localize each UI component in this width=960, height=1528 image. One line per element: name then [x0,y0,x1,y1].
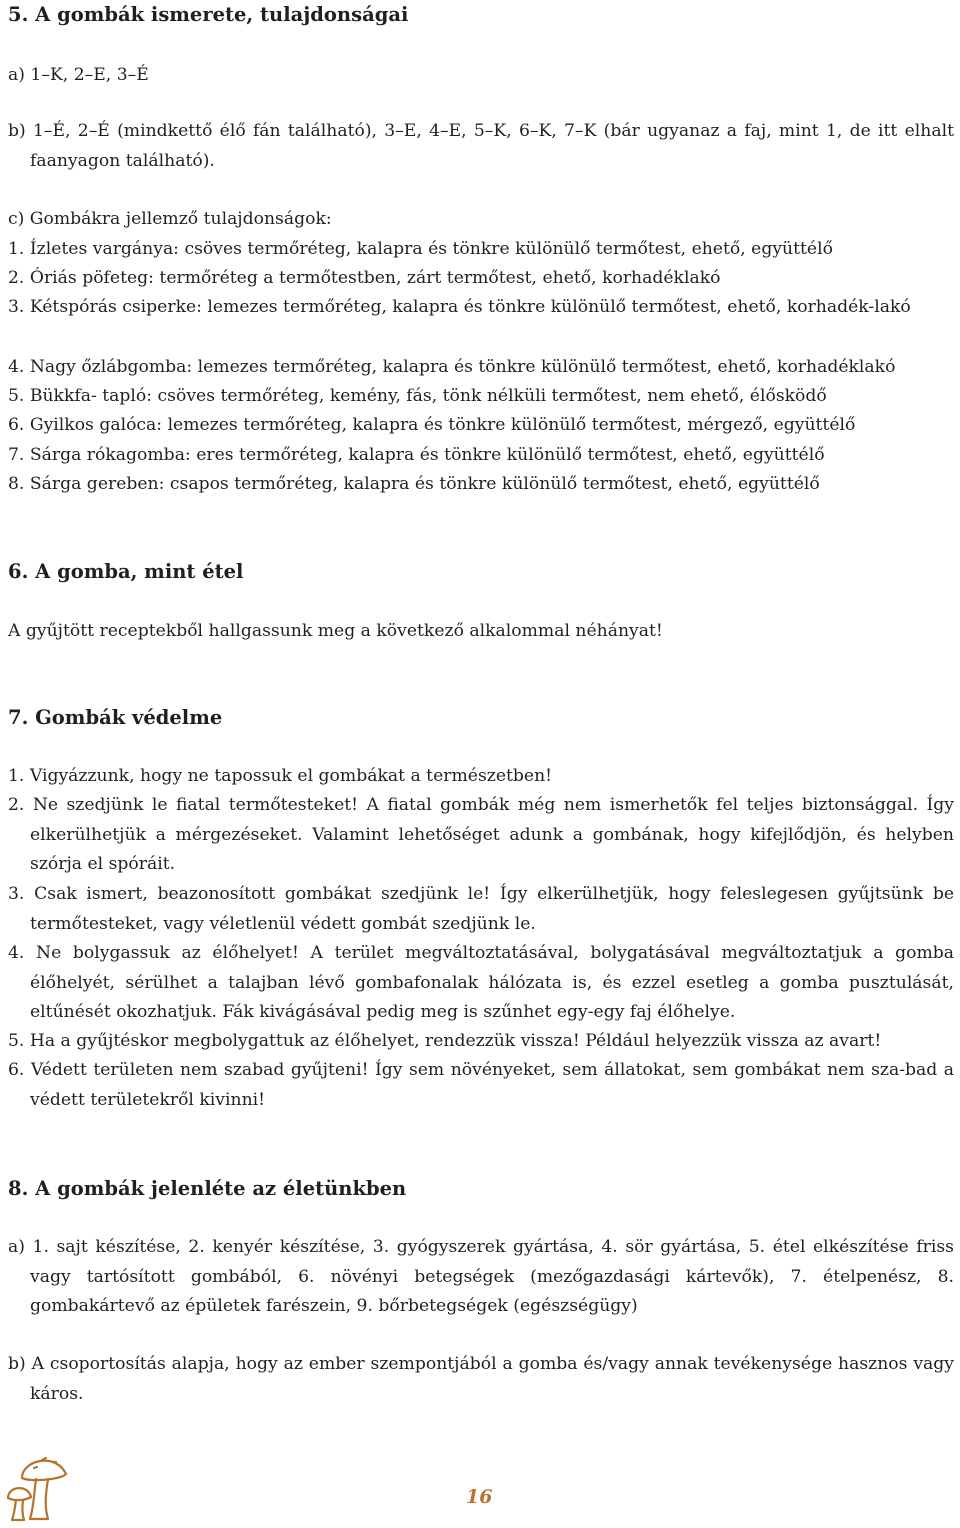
list-item: 1. Vigyázzunk, hogy ne tapossuk el gombákat a természetben! [8,766,553,786]
list-item: 3. Kétspórás csiperke: lemezes termőréteg, kalapra és tönkre különülő termőtest, ehető, korhadék-lakó [8,297,911,317]
section-5-c: c) Gombákra jellemző tulajdonságok: [8,209,332,229]
list-item: 6. Gyilkos galóca: lemezes termőréteg, kalapra és tönkre különülő termőtest, mérgező, együttélő [8,415,856,435]
section-5-b: b) 1–É, 2–É (mindkettő élő fán található), 3–E, 4–E, 5–K, 6–K, 7–K (bár ugyanaz a faj, mint 1, de itt elhalt faanyagon található). [8,121,954,171]
section-5-title: 5. A gombák ismerete, tulajdonságai [8,3,409,26]
section-5-a: a) 1–K, 2–E, 3–É [8,65,149,85]
list-item: 5. Bükkfa- tapló: csöves termőréteg, kemény, fás, tönk nélküli termőtest, nem ehető, élősködő [8,386,827,406]
section-8-b: b) A csoportosítás alapja, hogy az ember szempontjából a gomba és/vagy annak tevékenysége hasznos vagy káros. [8,1354,954,1404]
list-item: 5. Ha a gyűjtéskor megbolygattuk az élőhelyet, rendezzük vissza! Például helyezzük vissza az avart! [8,1031,882,1051]
list-item: 1. Ízletes vargánya: csöves termőréteg, kalapra és tönkre különülő termőtest, ehető, együttélő [8,239,833,259]
list-item: 7. Sárga rókagomba: eres termőréteg, kalapra és tönkre különülő termőtest, ehető, együttélő [8,445,825,465]
section-7-title: 7. Gombák védelme [8,706,223,729]
list-item: 2. Ne szedjünk le fiatal termőtesteket! A fiatal gombák még nem ismerhetők fel teljes biztonsággal. Így elkerülhetjük a mérgezéseket. Valamint lehetőséget adunk a gombának, hogy kifejlődjön, és helyben szórja el spóráit. [8,795,954,874]
list-item: 6. Védett területen nem szabad gyűjteni! Így sem növényeket, sem állatokat, sem gombákat nem sza-bad a védett területekről kivinni! [8,1060,954,1110]
section-6-text: A gyűjtött receptekből hallgassunk meg a következő alkalommal néhányat! [8,621,663,641]
list-item: 8. Sárga gereben: csapos termőréteg, kalapra és tönkre különülő termőtest, ehető, együttélő [8,474,820,494]
section-8-a: a) 1. sajt készítése, 2. kenyér készítése, 3. gyógyszerek gyártása, 4. sör gyártása, 5. étel elkészítése friss vagy tartósított gombából, 6. növényi betegségek (mezőgazdasági kártevők), 7. ételpenész, 8. gombakártevő az épületek farészein, 9. bőrbetegségek (egészségügy) [8,1237,954,1316]
mushroom-icon [4,1448,72,1522]
page-number: 16 [466,1486,493,1508]
list-item: 3. Csak ismert, beazonosított gombákat szedjünk le! Így elkerülhetjük, hogy feleslegesen gyűjtsünk be termőtesteket, vagy véletlenül védett gombát szedjünk le. [8,884,954,934]
section-6-title: 6. A gomba, mint étel [8,560,244,583]
list-item: 2. Óriás pöfeteg: termőréteg a termőtestben, zárt termőtest, ehető, korhadéklakó [8,268,721,288]
list-item: 4. Ne bolygassuk az élőhelyet! A terület megváltoztatásával, bolygatásával megváltoztatjuk a gomba élőhelyét, sérülhet a talajban lévő gombafonalak hálózata is, és ezzel esetleg a gomba pusztulását, eltűnését okozhatjuk. Fák kivágásával pedig meg is szűnhet egy-egy faj élőhelye. [8,943,954,1022]
section-8-title: 8. A gombák jelenléte az életünkben [8,1177,407,1200]
list-item: 4. Nagy őzlábgomba: lemezes termőréteg, kalapra és tönkre különülő termőtest, ehető, korhadéklakó [8,357,896,377]
